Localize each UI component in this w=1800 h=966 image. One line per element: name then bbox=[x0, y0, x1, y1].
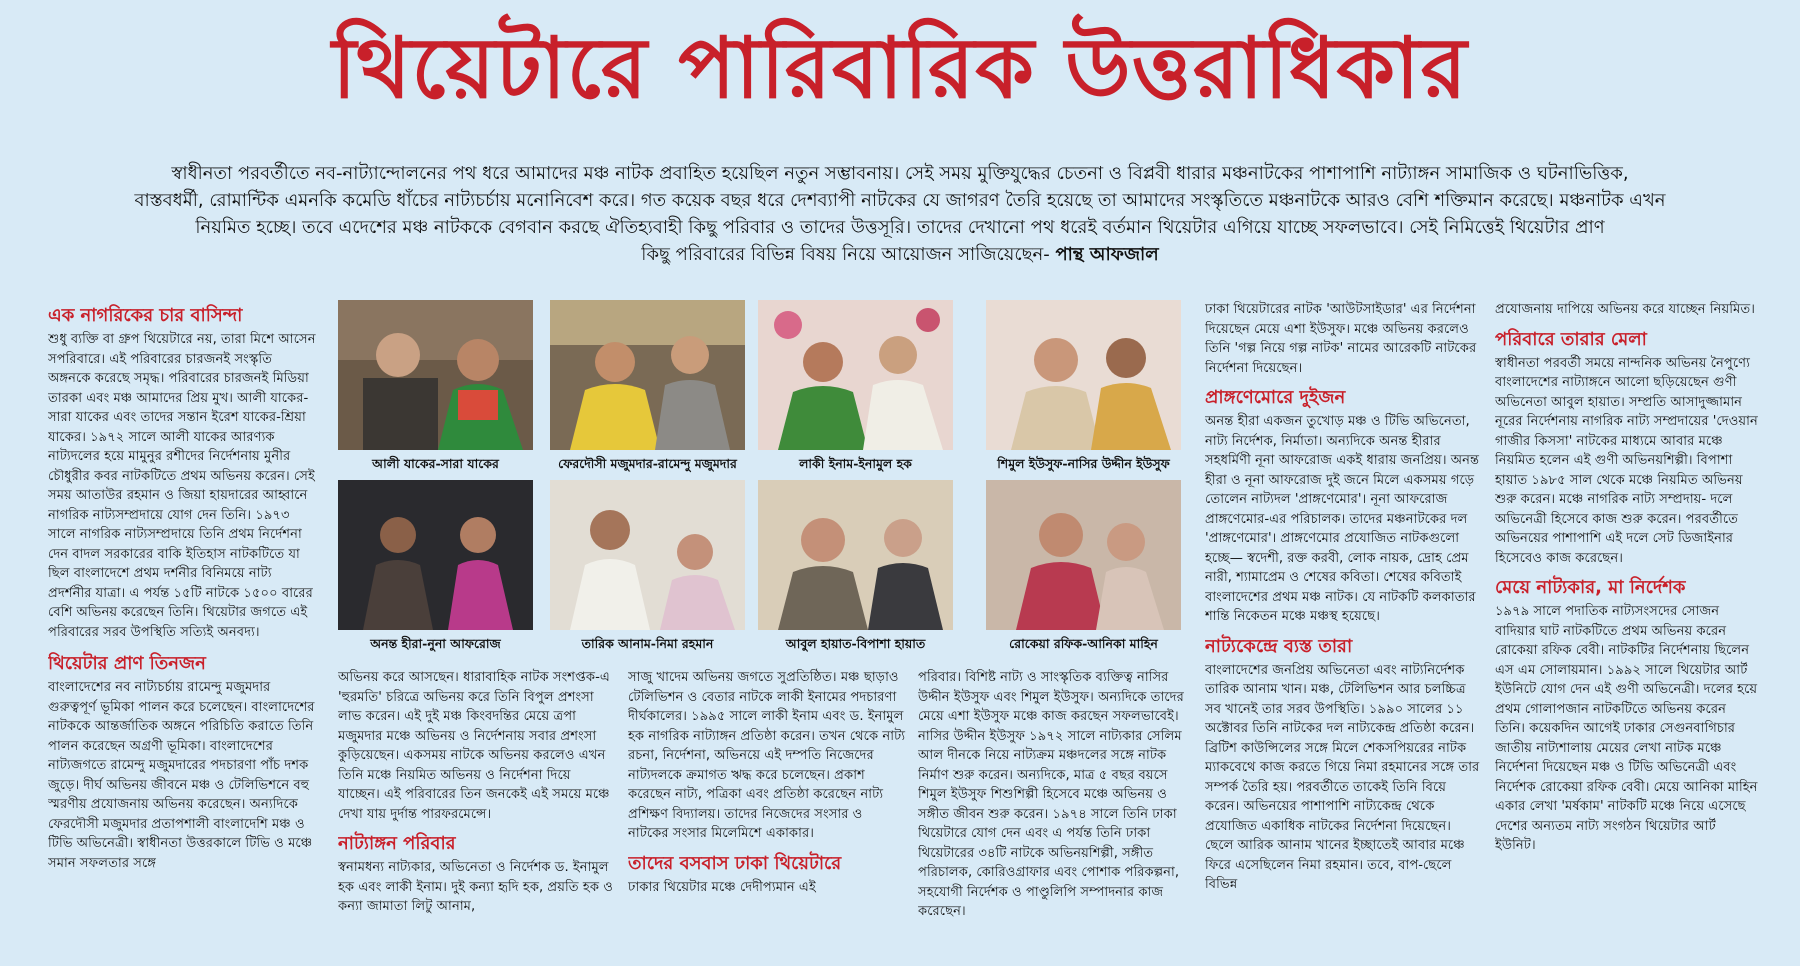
section-heading: পরিবারে তারার মেলা bbox=[1495, 328, 1647, 350]
article-text: ১৯৭৯ সালে পদাতিক নাট্যসংসদের সোজন বাদিয়ার ঘাট নাটকটিতে প্রথম অভিনয় করেন রোকেয়া রফিক বেবী। নাটকটির নির্দেশনায় ছিলেন এস এম সোলায়মান। ১৯৯২ সালে থিয়েটার আর্ট ইউনিটে যোগ দেন এই গুণী অভিনেত্রী। দলের হয়ে প্রথম গোলাপজান নাটকটিতে অভিনয় করেন তিনি। কয়েকদিন আগেই ঢাকার সেগুনবাগিচার জাতীয় নাট্যশালায় মেয়ের লেখা নাটক মঞ্চে নির্দেশনা দিয়েছেন মঞ্চ ও টিভি অভিনেত্রী এবং নির্দেশক রোকেয়া রফিক বেবী। মেয়ে আনিকা মাহিন একার লেখা 'মর্ষকাম' নাটকটি মঞ্চে নিয়ে এসেছে দেশের অন্যতম নাট্য সংগঠন থিয়েটার আর্ট ইউনিট। bbox=[1495, 604, 1758, 853]
article-text: পরিবার। বিশিষ্ট নাট্য ও সাংস্কৃতিক ব্যক্তিত্ব নাসির উদ্দীন ইউসুফ এবং শিমুল ইউসুফ। অন্যদিকে তাদের মেয়ে এশা ইউসুফ মঞ্চে কাজ করছেন সফলভাবেই। নাসির উদ্দীন ইউসুফ ১৯৭২ সালে নাট্যকার সেলিম আল দীনকে নিয়ে নাট্যক্রম মঞ্চদলের সঙ্গে নাটক নির্মাণ শুরু করেন। অন্যদিকে, মাত্র ৫ বছর বয়সে শিমুল ইউসুফ শিশুশিল্পী হিসেবে মঞ্চে অভিনয় ও সঙ্গীত জীবন শুরু করেন। ১৯৭৪ সালে তিনি ঢাকা থিয়েটারে যোগ দেন এবং এ পর্যন্ত তিনি ঢাকা থিয়েটারের ৩৪টি নাটকে অভিনয়শিল্পী, সঙ্গীত পরিচালক, কোরিওগ্রাফার এবং পোশাক পরিকল্পনা, সহযোগী নির্দেশক ও পাণ্ডুলিপি সম্পাদনার কাজ করেছেন। bbox=[918, 670, 1184, 919]
intro-line-text: কিছু পরিবারের বিভিন্ন বিষয় নিয়ে আয়োজন সাজিয়েছেন- bbox=[641, 244, 1050, 265]
photo-tariq-anam-nima-rahman bbox=[550, 480, 745, 630]
article-text: সাজু খাদেম অভিনয় জগতে সুপ্রতিষ্ঠিত। মঞ্চ ছাড়াও টেলিভিশন ও বেতার নাটকে লাকী ইনামের পদচারণা দীর্ঘকালের। ১৯৯৫ সালে লাকী ইনাম এবং ড. ইনামুল হক নাগরিক নাট্যাঙ্গন প্রতিষ্ঠা করেন। তখন থেকে নাট্য রচনা, নির্দেশনা, অভিনয়ে এই দম্পতি নিজেদের নাট্যদলকে ক্রমাগত ঋদ্ধ করে চলেছেন। প্রকাশ করেছেন নাট্য, পত্রিকা এবং প্রতিষ্ঠা করেছেন নাট্য প্রশিক্ষণ বিদ্যালয়। তাদের নিজেদের সংসার ও নাটকের সংসার মিলেমিশে একাকার। bbox=[628, 670, 906, 841]
article-text: বাংলাদেশের জনপ্রিয় অভিনেতা এবং নাট্যনির্দেশক তারিক আনাম খান। মঞ্চ, টেলিভিশন আর চলচ্চিত্র সব খানেই তার সরব উপস্থিতি। ১৯৯০ সালের ১১ অক্টোবর তিনি নাটকের দল নাট্যকেন্দ্র প্রতিষ্ঠা করেন। ব্রিটিশ কাউন্সিলের সঙ্গে মিলে শেকসপিয়রের নাটক ম্যাকবেথে কাজ করতে গিয়ে নিমা রহমানের সঙ্গে তার সম্পর্ক তৈরি হয়। পরবর্তীতে তাকেই তিনি বিয়ে করেন। অভিনয়ের পাশাপাশি নাট্যকেন্দ্র থেকে প্রযোজিত একাধিক নাটকের নির্দেশনা দিয়েছেন। ছেলে আরিক আনাম খানের ইচ্ছাতেই আবার মঞ্চে ফিরে এসেছিলেন নিমা রহমান। তবে, বাপ-ছেলে বিভিন্ন bbox=[1205, 662, 1480, 892]
photo-lucky-inam-inamul-haq bbox=[758, 300, 953, 450]
section-heading: এক নাগরিকের চার বাসিন্দা bbox=[48, 305, 243, 326]
photo-caption: তারিক আনাম-নিমা রহমান bbox=[581, 636, 714, 651]
section-heading: নাট্যাঙ্গন পরিবার bbox=[338, 833, 456, 854]
photo-ananta-hira-nuna-afroz bbox=[338, 480, 533, 630]
article-text: প্রযোজনায় দাপিয়ে অভিনয় করে যাচ্ছেন নিয়মিত। bbox=[1495, 302, 1755, 317]
photo-caption: ফেরদৌসী মজুমদার-রামেন্দু মজুমদার bbox=[558, 456, 737, 471]
intro-line: বাস্তবধর্মী, রোমান্টিক এমনকি কমেডি ধাঁচের নাট্যচর্চায় মনোনিবেশ করে। গত কয়েক বছর ধরে দেশব্যাপী নাটকের যে জাগরণ তৈরি হয়েছে তা আমাদের সংস্কৃতিতে মঞ্চনাটকে আরও বেশি শক্তিমান করেছে। মঞ্চনাটক এখন bbox=[134, 190, 1666, 211]
photo-caption: রোকেয়া রফিক-আনিকা মাহিন bbox=[1009, 636, 1158, 651]
intro-paragraph bbox=[60, 160, 1740, 268]
photo-ali-zaker-sara-zaker bbox=[338, 300, 533, 450]
column-3 bbox=[628, 668, 906, 960]
column-1 bbox=[48, 300, 318, 960]
article-text: বাংলাদেশের নব নাট্যচর্চায় রামেন্দু মজুমদার গুরুত্বপূর্ণ ভূমিকা পালন করে চলেছেন। বাংলাদেশের নাটককে আন্তর্জাতিক অঙ্গনে পরিচিতি করাতে তিনি পালন করেছেন অগ্রণী ভূমিকা। বাংলাদেশের নাট্যজগতে রামেন্দু মজুমদারের পদচারণা পাঁচ দশক জুড়ে। দীর্ঘ অভিনয় জীবনে মঞ্চ ও টেলিভিশনে বহু স্মরণীয় প্রযোজনায় অভিনয় করেছেন। অন্যদিকে ফেরদৌসী মজুমদার প্রতাপশালী বাংলাদেশি মঞ্চ ও টিভি অভিনেত্রী। স্বাধীনতা উত্তরকালে টিভি ও মঞ্চে সমান সফলতার সঙ্গে bbox=[48, 680, 315, 871]
photo-shimul-nasir-uddin-yousuff bbox=[986, 300, 1181, 450]
photo-abul-hayat-bipasha-hayat bbox=[758, 480, 953, 630]
photo-ferdousi-ramendu-majumdar bbox=[550, 300, 745, 450]
column-5 bbox=[1205, 300, 1483, 960]
article-text: অনন্ত হীরা একজন তুখোড় মঞ্চ ও টিভি অভিনেতা, নাট্য নির্দেশক, নির্মাতা। অন্যদিকে অনন্ত হীরার সহধর্মিণী নূনা আফরোজ একই ধারায় জনপ্রিয়। অনন্ত হীরা ও নূনা আফরোজ দুই জনে মিলে একসময় গড়ে তোলেন নাট্যদল 'প্রাঙ্গণেমোর'। নূনা আফরোজ প্রাঙ্গণেমোর-এর পরিচালক। তাদের মঞ্চনাটকের দল 'প্রাঙ্গণেমোর'। প্রাঙ্গণেমোর প্রযোজিত নাটকগুলো হচ্ছে— স্বদেশী, রক্ত করবী, লোক নায়ক, দ্রোহ প্রেম নারী, শ্যামাপ্রেম ও শেষের কবিতা। শেষের কবিতাই বাংলাদেশের প্রথম মঞ্চ নাটক। যে নাটকটি কলকাতার শান্তি নিকেতন মঞ্চে মঞ্চস্থ হয়েছে। bbox=[1205, 414, 1480, 624]
article-text: ঢাকার থিয়েটার মঞ্চে দেদীপ্যমান এই bbox=[628, 879, 816, 895]
photo-caption: অনন্ত হীরা-নুনা আফরোজ bbox=[370, 636, 501, 651]
article-text: স্বনামধন্য নাট্যকার, অভিনেতা ও নির্দেশক ড. ইনামুল হক এবং লাকী ইনাম। দুই কন্যা হৃদি হক, প্রয়তি হক ও কন্যা জামাতা লিটু আনাম, bbox=[338, 860, 613, 914]
section-heading: প্রাঙ্গণেমোরে দুইজন bbox=[1205, 387, 1346, 408]
section-heading: থিয়েটার প্রাণ তিনজন bbox=[48, 653, 206, 674]
column-6 bbox=[1495, 300, 1760, 960]
column-4 bbox=[918, 668, 1188, 960]
article-text: অভিনয় করে আসছেন। ধারাবাহিক নাটক সংশপ্তক-এ 'হুরমতি' চরিত্রে অভিনয় করে তিনি বিপুল প্রশংসা লাভ করেন। এই দুই মঞ্চ কিংবদন্তির মেয়ে ত্রপা মজুমদার মঞ্চে অভিনয় ও নির্দেশনায় সবার প্রশংসা কুড়িয়েছেন। একসময় নাটকে অভিনয় করলেও এখন তিনি মঞ্চে নিয়মিত অভিনয় ও নির্দেশনা দিয়ে যাচ্ছেন। এই পরিবারের তিন জনকেই এই সময়ে মঞ্চে দেখা যায় দুর্দান্ত পারফরমেন্সে। bbox=[338, 670, 610, 822]
article-text: শুধু ব্যক্তি বা গ্রুপ থিয়েটারে নয়, তারা মিশে আসেন সপরিবারে। এই পরিবারের চারজনই সংস্কৃতি অঙ্গনকে করেছে সমৃদ্ধ। পরিবারের চারজনই মিডিয়া তারকা এবং মঞ্চ আমাদের প্রিয় মুখ। আলী যাকের-সারা যাকের এবং তাদের সন্তান ইরেশ যাকের-শ্রিয়া যাকের। ১৯৭২ সালে আলী যাকের আরণ্যক নাট্যদলের হয়ে মামুনুর রশীদের নির্দেশনায় মুনীর চৌধুরীর কবর নাটকটিতে প্রথম অভিনয় করেন। সেই সময় আতাউর রহমান ও জিয়া হায়দারের আহ্বানে নাগরিক নাট্যসম্প্রদায়ে যোগ দেন তিনি। ১৯৭৩ সালে নাগরিক নাট্যসম্প্রদায়ে তিনি প্রথম নির্দেশনা দেন বাদল সরকারের বাকি ইতিহাস নাটকটিতে যা ছিল বাংলাদেশে প্রথম দর্শনীর বিনিময়ে নাট্য প্রদর্শনীর যাত্রা। এ পর্যন্ত ১৫টি নাটকে ১৫০০ বারের বেশি অভিনয় করেছেন তিনি। থিয়েটার জগতে এই পরিবারের সরব উপস্থিতি সত্যিই অনবদ্য। bbox=[48, 332, 316, 640]
photo-caption: লাকী ইনাম-ইনামুল হক bbox=[799, 456, 912, 471]
photo-caption: শিমুল ইউসুফ-নাসির উদ্দীন ইউসুফ bbox=[997, 456, 1170, 471]
column-2 bbox=[338, 668, 616, 960]
article-text: ঢাকা থিয়েটারের নাটক 'আউটসাইডার' এর নির্দেশনা দিয়েছেন মেয়ে এশা ইউসুফ। মঞ্চে অভিনয় করলেও তিনি 'গল্প নিয়ে গল্প নাটক' নামের আরেকটি নাটকের নির্দেশনা দিয়েছেন। bbox=[1205, 302, 1477, 376]
author-name: পান্থ আফজাল bbox=[1055, 244, 1159, 265]
photo-rokeya-rafiq-anika-mahin bbox=[986, 480, 1181, 630]
intro-line: নিয়মিত হচ্ছে। তবে এদেশের মঞ্চ নাটককে বেগবান করছে ঐতিহ্যবাহী কিছু পরিবার ও তাদের উত্তসূরি। তাদের দেখানো পথ ধরেই বর্তমান থিয়েটার এগিয়ে যাচ্ছে সফলভাবে। সেই নিমিত্তেই থিয়েটার প্রাণ bbox=[195, 217, 1605, 238]
photo-caption: আলী যাকের-সারা যাকের bbox=[372, 456, 499, 471]
intro-line bbox=[60, 241, 1740, 268]
photo-caption: আবুল হায়াত-বিপাশা হায়াত bbox=[785, 636, 926, 651]
section-heading: মেয়ে নাট্যকার, মা নির্দেশক bbox=[1495, 577, 1686, 598]
section-heading: নাট্যকেন্দ্রে ব্যস্ত তারা bbox=[1205, 635, 1353, 657]
intro-line: স্বাধীনতা পরবর্তীতে নব-নাট্যান্দোলনের পথ ধরে আমাদের মঞ্চ নাটক প্রবাহিত হয়েছিল নতুন সম্ভাবনায়। সেই সময় মুক্তিযুদ্ধের চেতনা ও বিপ্লবী ধারার মঞ্চনাটকের পাশাপাশি নাট্যাঙ্গন সামাজিক ও ঘটনাভিত্তিক, bbox=[171, 163, 1629, 184]
article-text: স্বাধীনতা পরবর্তী সময়ে নান্দনিক অভিনয় নৈপুণ্যে বাংলাদেশের নাট্যাঙ্গনে আলো ছড়িয়েছেন গুণী অভিনেতা আবুল হায়াত। সম্প্রতি আসাদুজ্জামান নূরের নির্দেশনায় নাগরিক নাট্য সম্প্রদায়ের 'দেওয়ান গাজীর কিসসা' নাটকের মাধ্যমে আবার মঞ্চে নিয়মিত হলেন এই গুণী অভিনয়শিল্পী। বিপাশা হায়াত ১৯৮৫ সাল থেকে মঞ্চে নিয়মিত অভিনয় শুরু করেন। মঞ্চে নাগরিক নাট্য সম্প্রদায়- দলে অভিনেত্রী হিসেবে কাজ শুরু করেন। পরবর্তীতে অভিনয়ের পাশাপাশি এই দলে সেট ডিজাইনার হিসেবেও কাজ করেছেন। bbox=[1495, 355, 1758, 566]
section-heading: তাদের বসবাস ঢাকা থিয়েটারে bbox=[628, 852, 842, 874]
page-title: থিয়েটারে পারিবারিক উত্তরাধিকার bbox=[332, 19, 1468, 117]
